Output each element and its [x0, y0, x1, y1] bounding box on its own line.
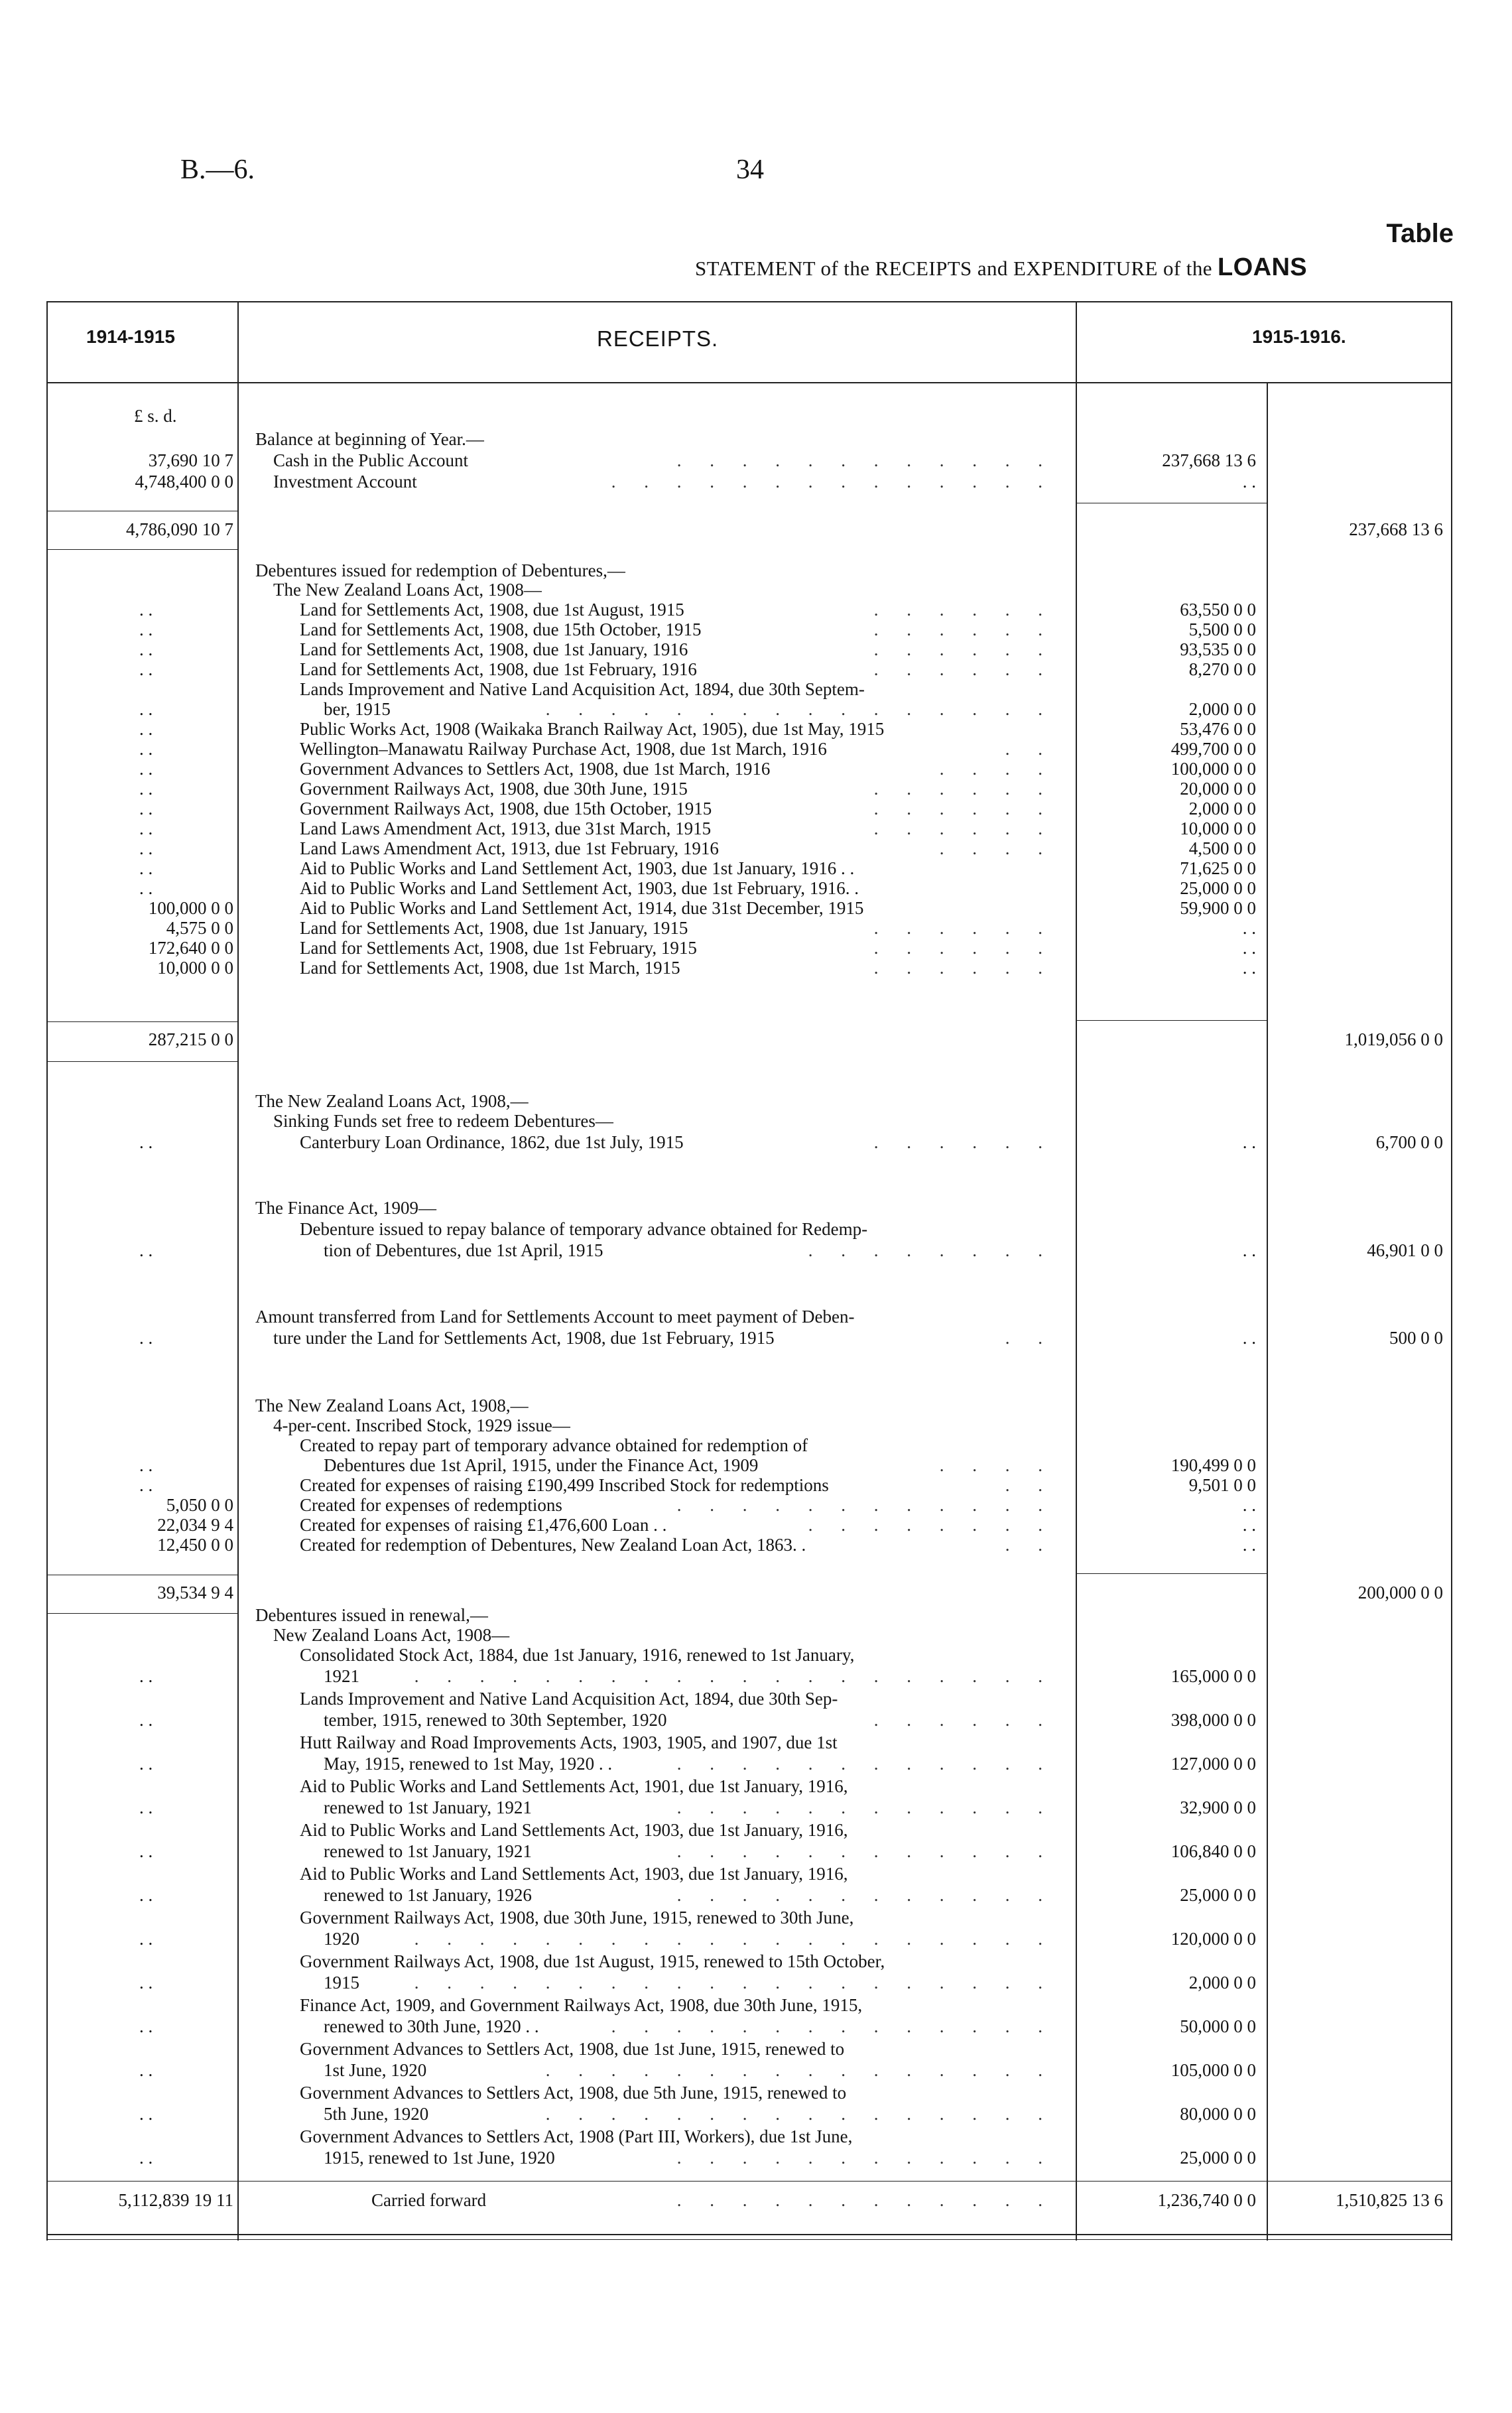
- table-row: [0, 1495, 1512, 1515]
- table-row: [0, 1240, 1512, 1260]
- table-row: [0, 2190, 1512, 2210]
- receipt-description: Created for redemption of Debentures, New Zealand Loan Act, 1863. .: [300, 1535, 806, 1555]
- receipt-description: Finance Act, 1909, and Government Railways Act, 1908, due 30th June, 1915,: [300, 1995, 863, 2015]
- dot-leader: . . . . . . . . . . . . . . . . . . . .: [414, 1929, 1054, 1949]
- receipt-description: Created for expenses of redemptions: [300, 1495, 562, 1515]
- receipt-description: Land for Settlements Act, 1908, due 15th October, 1915: [300, 620, 702, 639]
- table-row: [0, 1689, 1512, 1709]
- table-row: [0, 958, 1512, 978]
- current-year-amount: 127,000 0 0: [1170, 1754, 1256, 1774]
- current-year-amount: 20,000 0 0: [1180, 779, 1256, 799]
- current-year-amount: . .: [1242, 1328, 1256, 1348]
- receipt-description: The Finance Act, 1909—: [255, 1198, 436, 1218]
- receipt-description: Government Advances to Settlers Act, 1908, due 1st March, 1916: [300, 759, 771, 779]
- dot-leader: . . . . . . . .: [808, 1240, 1054, 1260]
- prior-year-amount: . .: [139, 1797, 153, 1817]
- col-prior-year: 1914-1915: [86, 326, 175, 347]
- prior-year-amount: . .: [139, 1328, 153, 1348]
- prior-year-amount: . .: [139, 1666, 153, 1686]
- receipt-description: Created to repay part of temporary advance obtained for redemption of: [300, 1435, 808, 1455]
- prior-year-amount: 37,690 10 7: [148, 450, 233, 470]
- table-row: [0, 1535, 1512, 1555]
- dot-leader: . . . . . .: [873, 779, 1054, 799]
- dot-leader: . . . . . . . . . . . . . .: [611, 2016, 1054, 2036]
- dot-leader: . . . . . .: [873, 659, 1054, 679]
- current-year-amount: 1,236,740 0 0: [1157, 2190, 1256, 2210]
- current-year-amount: . .: [1242, 1515, 1256, 1535]
- prior-year-amount: 22,034 9 4: [157, 1515, 233, 1535]
- prior-year-amount: . .: [139, 1973, 153, 1992]
- receipt-description: Aid to Public Works and Land Settlements Act, 1903, due 1st January, 1916,: [300, 1864, 848, 1884]
- receipt-description: Land for Settlements Act, 1908, due 1st August, 1915: [300, 600, 684, 620]
- table-row: [0, 1732, 1512, 1752]
- receipt-description: ture under the Land for Settlements Act, 1908, due 1st February, 1915: [273, 1328, 775, 1348]
- receipt-description: ber, 1915: [324, 699, 391, 719]
- rule-mid-2: [1077, 1020, 1267, 1021]
- current-year-amount: 165,000 0 0: [1170, 1666, 1256, 1686]
- receipt-description: renewed to 1st January, 1921: [324, 1797, 532, 1817]
- table-row: [0, 1710, 1512, 1730]
- table-row: [0, 898, 1512, 918]
- dot-leader: . . . . . . . .: [808, 1515, 1054, 1535]
- prior-year-amount: . .: [139, 739, 153, 759]
- current-year-total: 6,700 0 0: [1375, 1132, 1443, 1152]
- receipt-description: Canterbury Loan Ordinance, 1862, due 1st July, 1915: [300, 1132, 684, 1152]
- table-row: [0, 620, 1512, 639]
- receipt-description: Land for Settlements Act, 1908, due 1st January, 1915: [300, 918, 688, 938]
- statement-title: [695, 253, 1307, 282]
- table-row: [0, 1435, 1512, 1455]
- table-row: [0, 2083, 1512, 2103]
- current-year-total: 46,901 0 0: [1367, 1240, 1443, 1260]
- table-row: [0, 2148, 1512, 2168]
- table-row: [0, 1864, 1512, 1884]
- table-row: [0, 1820, 1512, 1840]
- current-year-amount: 9,501 0 0: [1188, 1475, 1256, 1495]
- receipt-description: Land for Settlements Act, 1908, due 1st February, 1915: [300, 938, 697, 958]
- table-row: [0, 1797, 1512, 1817]
- table-row: [0, 1908, 1512, 1927]
- prior-year-amount: . .: [139, 2016, 153, 2036]
- table-row: [0, 1929, 1512, 1949]
- dot-leader: . . . . . .: [873, 799, 1054, 818]
- current-year-amount: . .: [1242, 918, 1256, 938]
- receipt-description: Aid to Public Works and Land Settlement Act, 1903, due 1st February, 1916. .: [300, 878, 859, 898]
- receipt-description: 1921: [324, 1666, 359, 1686]
- table-row: [0, 1455, 1512, 1475]
- current-year-amount: 190,499 0 0: [1170, 1455, 1256, 1475]
- table-row: [0, 1198, 1512, 1218]
- prior-year-amount: . .: [139, 1475, 153, 1495]
- current-year-amount: 398,000 0 0: [1170, 1710, 1256, 1730]
- table-row: [0, 1666, 1512, 1686]
- table-row: [0, 1396, 1512, 1415]
- prior-year-amount: . .: [139, 858, 153, 878]
- receipt-description: 1920: [324, 1929, 359, 1949]
- table-row: [0, 799, 1512, 818]
- dot-leader: . . . . . . . . . . . .: [676, 1797, 1054, 1817]
- current-year-amount: 25,000 0 0: [1180, 1885, 1256, 1905]
- current-year-amount: 105,000 0 0: [1170, 2060, 1256, 2080]
- receipt-description: 1st June, 1920: [324, 2060, 427, 2080]
- current-year-amount: 50,000 0 0: [1180, 2016, 1256, 2036]
- table-row: [0, 580, 1512, 600]
- current-year-amount: . .: [1242, 1240, 1256, 1260]
- dot-leader: . . . . . . . . . . . . . . . . . . . .: [414, 1666, 1054, 1686]
- dot-leader: . . . . . .: [873, 620, 1054, 639]
- receipt-description: The New Zealand Loans Act, 1908,—: [255, 1091, 529, 1111]
- receipt-description: Debentures issued for redemption of Debentures,—: [255, 560, 625, 580]
- table-row: [0, 838, 1512, 858]
- rule-bottom: [46, 2234, 1452, 2235]
- receipt-description: Investment Account: [273, 472, 417, 491]
- receipt-description: Government Railways Act, 1908, due 30th June, 1915: [300, 779, 688, 799]
- current-year-amount: . .: [1242, 958, 1256, 978]
- receipt-description: Carried forward: [371, 2190, 487, 2210]
- prior-year-amount: 39,534 9 4: [157, 1583, 233, 1602]
- receipt-description: The New Zealand Loans Act, 1908,—: [255, 1396, 529, 1415]
- prior-year-amount: . .: [139, 1841, 153, 1861]
- dot-leader: . . . . . .: [873, 1132, 1054, 1152]
- dot-leader: . . . . . . . . . . . .: [676, 450, 1054, 470]
- table-row: [0, 519, 1512, 539]
- rule-top: [46, 301, 1452, 302]
- receipt-description: 5th June, 1920: [324, 2104, 429, 2124]
- table-row: [0, 2126, 1512, 2146]
- rule-sub-1b: [48, 549, 237, 550]
- receipt-description: 4-per-cent. Inscribed Stock, 1929 issue—: [273, 1415, 570, 1435]
- receipt-description: renewed to 1st January, 1926: [324, 1885, 532, 1905]
- prior-year-amount: 5,112,839 19 11: [118, 2190, 233, 2210]
- table-row: [0, 2016, 1512, 2036]
- dot-leader: . . . .: [939, 838, 1054, 858]
- page-number: 34: [736, 155, 764, 185]
- dot-leader: . .: [1005, 1475, 1054, 1495]
- prior-year-amount: . .: [139, 659, 153, 679]
- prior-year-amount: . .: [139, 838, 153, 858]
- prior-year-amount: 10,000 0 0: [157, 958, 233, 978]
- prior-year-amount: . .: [139, 779, 153, 799]
- receipt-description: New Zealand Loans Act, 1908—: [273, 1625, 510, 1645]
- table-row: [0, 450, 1512, 470]
- current-year-amount: 59,900 0 0: [1180, 898, 1256, 918]
- receipt-description: 1915: [324, 1973, 359, 1992]
- table-row: [0, 1475, 1512, 1495]
- table-row: [0, 406, 1512, 426]
- prior-year-amount: . .: [139, 799, 153, 818]
- table-row: [0, 1841, 1512, 1861]
- receipt-description: renewed to 30th June, 1920 . .: [324, 2016, 539, 2036]
- current-year-total: 200,000 0 0: [1357, 1583, 1443, 1602]
- table-row: [0, 1754, 1512, 1774]
- receipt-description: Aid to Public Works and Land Settlement Act, 1903, due 1st January, 1916 . .: [300, 858, 855, 878]
- prior-year-amount: . .: [139, 620, 153, 639]
- prior-year-amount: . .: [139, 699, 153, 719]
- current-year-amount: 2,000 0 0: [1188, 799, 1256, 818]
- receipt-description: Government Advances to Settlers Act, 1908, due 5th June, 1915, renewed to: [300, 2083, 847, 2103]
- receipt-description: Government Railways Act, 1908, due 1st August, 1915, renewed to 15th October,: [300, 1951, 885, 1971]
- current-year-total: 1,510,825 13 6: [1336, 2190, 1443, 2210]
- table-row: [0, 1885, 1512, 1905]
- current-year-amount: 25,000 0 0: [1180, 878, 1256, 898]
- table-row: [0, 1583, 1512, 1602]
- table-row: [0, 1307, 1512, 1327]
- rule-sub-2: [48, 1021, 237, 1022]
- dot-leader: . . . . . .: [873, 918, 1054, 938]
- receipt-description: Debenture issued to repay balance of temporary advance obtained for Redemp-: [300, 1219, 868, 1239]
- receipt-description: Aid to Public Works and Land Settlements Act, 1903, due 1st January, 1916,: [300, 1820, 848, 1840]
- prior-year-amount: . .: [139, 719, 153, 739]
- table-row: [0, 1995, 1512, 2015]
- receipt-description: Lands Improvement and Native Land Acquisition Act, 1894, due 30th Sep-: [300, 1689, 838, 1709]
- current-year-amount: . .: [1242, 938, 1256, 958]
- table-label: Table: [1386, 219, 1454, 248]
- table-row: [0, 1132, 1512, 1152]
- rule-carry: [48, 2181, 1451, 2182]
- current-year-amount: 4,500 0 0: [1188, 838, 1256, 858]
- prior-year-amount: . .: [139, 1240, 153, 1260]
- dot-leader: . . . . . . . . . . . .: [676, 1495, 1054, 1515]
- receipt-description: Land for Settlements Act, 1908, due 1st February, 1916: [300, 659, 697, 679]
- col-receipts: RECEIPTS.: [597, 326, 719, 351]
- receipt-description: tember, 1915, renewed to 30th September, 1920: [324, 1710, 667, 1730]
- receipt-description: Amount transferred from Land for Settlements Account to meet payment of Deben-: [255, 1307, 855, 1327]
- receipt-description: Wellington–Manawatu Railway Purchase Act, 1908, due 1st March, 1916: [300, 739, 827, 759]
- rule-head: [46, 382, 1452, 383]
- current-year-amount: . .: [1242, 1132, 1256, 1152]
- receipt-description: Sinking Funds set free to redeem Debentures—: [273, 1111, 613, 1131]
- receipt-description: Land Laws Amendment Act, 1913, due 31st March, 1915: [300, 818, 712, 838]
- rule-sub-2b: [48, 1061, 237, 1062]
- table-row: [0, 779, 1512, 799]
- dot-leader: . . . .: [939, 759, 1054, 779]
- table-row: [0, 739, 1512, 759]
- prior-year-amount: 12,450 0 0: [157, 1535, 233, 1555]
- prior-year-amount: . .: [139, 1754, 153, 1774]
- prior-year-amount: 5,050 0 0: [166, 1495, 233, 1515]
- prior-year-amount: . .: [139, 1710, 153, 1730]
- table-row: [0, 818, 1512, 838]
- current-year-amount: 63,550 0 0: [1180, 600, 1256, 620]
- current-year-amount: . .: [1242, 1495, 1256, 1515]
- table-row: [0, 1415, 1512, 1435]
- table-row: [0, 2104, 1512, 2124]
- current-year-amount: 106,840 0 0: [1170, 1841, 1256, 1861]
- table-row: [0, 1951, 1512, 1971]
- current-year-total: 500 0 0: [1389, 1328, 1443, 1348]
- current-year-amount: 80,000 0 0: [1180, 2104, 1256, 2124]
- dot-leader: . . . . . . . . . . . . . .: [611, 472, 1054, 491]
- receipt-description: Land for Settlements Act, 1908, due 1st January, 1916: [300, 639, 688, 659]
- dot-leader: . . . . . . . . . . . .: [676, 2190, 1054, 2210]
- table-row: [0, 938, 1512, 958]
- table-row: [0, 472, 1512, 491]
- prior-year-amount: 4,748,400 0 0: [135, 472, 233, 491]
- receipt-description: Government Railways Act, 1908, due 15th October, 1915: [300, 799, 712, 818]
- prior-year-amount: . .: [139, 1455, 153, 1475]
- current-year-amount: 2,000 0 0: [1188, 699, 1256, 719]
- table-row: [0, 759, 1512, 779]
- dot-leader: . . . . . . . . . . . .: [676, 2148, 1054, 2168]
- receipt-description: Public Works Act, 1908 (Waikaka Branch Railway Act, 1905), due 1st May, 1915: [300, 719, 885, 739]
- dot-leader: . . . . . .: [873, 1710, 1054, 1730]
- prior-year-amount: . .: [139, 2060, 153, 2080]
- table-row: [0, 1219, 1512, 1239]
- rule-mid-3: [1077, 1573, 1267, 1574]
- prior-year-amount: . .: [139, 1132, 153, 1152]
- receipt-description: Land for Settlements Act, 1908, due 1st March, 1915: [300, 958, 680, 978]
- table-row: [0, 918, 1512, 938]
- statement-title-bold: LOANS: [1218, 253, 1308, 281]
- receipt-description: Balance at beginning of Year.—: [255, 429, 484, 449]
- table-row: [0, 878, 1512, 898]
- current-year-amount: 53,476 0 0: [1180, 719, 1256, 739]
- dot-leader: . . . . . . . . . . . .: [676, 1841, 1054, 1861]
- document-code: B.—6.: [180, 155, 255, 185]
- table-row: [0, 1111, 1512, 1131]
- receipt-description: Government Advances to Settlers Act, 1908 (Part III, Workers), due 1st June,: [300, 2126, 853, 2146]
- prior-year-amount: . .: [139, 639, 153, 659]
- current-year-amount: . .: [1242, 472, 1256, 491]
- dot-leader: . . . . . . . . . . . .: [676, 1754, 1054, 1774]
- current-year-total: 1,019,056 0 0: [1344, 1029, 1443, 1049]
- table-row: [0, 719, 1512, 739]
- current-year-amount: 237,668 13 6: [1162, 450, 1256, 470]
- table-row: [0, 679, 1512, 699]
- current-year-amount: 100,000 0 0: [1170, 759, 1256, 779]
- current-year-amount: 499,700 0 0: [1170, 739, 1256, 759]
- dot-leader: . .: [1005, 739, 1054, 759]
- table-row: [0, 560, 1512, 580]
- receipt-description: tion of Debentures, due 1st April, 1915: [324, 1240, 603, 1260]
- current-year-amount: 25,000 0 0: [1180, 2148, 1256, 2168]
- dot-leader: . . . . . . . . . . . . . . . .: [545, 2104, 1054, 2124]
- table-row: [0, 1645, 1512, 1665]
- table-row: [0, 858, 1512, 878]
- prior-year-amount: 4,575 0 0: [166, 918, 233, 938]
- table-row: [0, 659, 1512, 679]
- prior-year-amount: . .: [139, 600, 153, 620]
- dot-leader: . . . . . . . . . . . . . . . .: [545, 2060, 1054, 2080]
- current-year-amount: . .: [1242, 1535, 1256, 1555]
- dot-leader: . . . . . . . . . . . . . . . . . . . .: [414, 1973, 1054, 1992]
- table-row: [0, 1515, 1512, 1535]
- currency-head: £ s. d.: [134, 406, 177, 426]
- prior-year-amount: . .: [139, 759, 153, 779]
- receipt-description: Aid to Public Works and Land Settlements Act, 1901, due 1st January, 1916,: [300, 1776, 848, 1796]
- receipt-description: Cash in the Public Account: [273, 450, 468, 470]
- receipt-description: Aid to Public Works and Land Settlement Act, 1914, due 31st December, 1915: [300, 898, 864, 918]
- dot-leader: . .: [1005, 1535, 1054, 1555]
- current-year-amount: 5,500 0 0: [1188, 620, 1256, 639]
- prior-year-amount: 172,640 0 0: [148, 938, 233, 958]
- prior-year-amount: . .: [139, 1885, 153, 1905]
- table-row: [0, 1973, 1512, 1992]
- receipt-description: Created for expenses of raising £190,499 Inscribed Stock for redemptions: [300, 1475, 829, 1495]
- table-row: [0, 639, 1512, 659]
- prior-year-amount: . .: [139, 2148, 153, 2168]
- current-year-amount: 8,270 0 0: [1188, 659, 1256, 679]
- dot-leader: . . . . . . . . . . . .: [676, 1885, 1054, 1905]
- prior-year-amount: 4,786,090 10 7: [126, 519, 233, 539]
- prior-year-amount: 100,000 0 0: [148, 898, 233, 918]
- receipt-description: Debentures due 1st April, 1915, under the Finance Act, 1909: [324, 1455, 759, 1475]
- table-row: [0, 1605, 1512, 1625]
- statement-title-text: STATEMENT of the RECEIPTS and EXPENDITURE of the: [695, 257, 1212, 280]
- receipt-description: Land Laws Amendment Act, 1913, due 1st February, 1916: [300, 838, 719, 858]
- prior-year-amount: 287,215 0 0: [148, 1029, 233, 1049]
- table-row: [0, 429, 1512, 449]
- table-row: [0, 1091, 1512, 1111]
- rule-bottom-2: [46, 2239, 1452, 2240]
- current-year-total: 237,668 13 6: [1349, 519, 1443, 539]
- dot-leader: . . . . . .: [873, 600, 1054, 620]
- receipt-description: Consolidated Stock Act, 1884, due 1st January, 1916, renewed to 1st January,: [300, 1645, 855, 1665]
- dot-leader: . .: [1005, 1328, 1054, 1348]
- table-row: [0, 699, 1512, 719]
- receipt-description: renewed to 1st January, 1921: [324, 1841, 532, 1861]
- prior-year-amount: . .: [139, 818, 153, 838]
- receipt-description: 1915, renewed to 1st June, 1920: [324, 2148, 555, 2168]
- table-row: [0, 2039, 1512, 2059]
- receipt-description: Hutt Railway and Road Improvements Acts, 1903, 1905, and 1907, due 1st: [300, 1732, 838, 1752]
- current-year-amount: 32,900 0 0: [1180, 1797, 1256, 1817]
- receipt-description: Government Advances to Settlers Act, 1908, due 1st June, 1915, renewed to: [300, 2039, 845, 2059]
- receipt-description: Created for expenses of raising £1,476,600 Loan . .: [300, 1515, 667, 1535]
- table-row: [0, 1625, 1512, 1645]
- table-row: [0, 1029, 1512, 1049]
- col-current-year: 1915-1916.: [1252, 326, 1346, 347]
- table-row: [0, 1328, 1512, 1348]
- table-row: [0, 1776, 1512, 1796]
- prior-year-amount: . .: [139, 2104, 153, 2124]
- current-year-amount: 2,000 0 0: [1188, 1973, 1256, 1992]
- receipt-description: Lands Improvement and Native Land Acquisition Act, 1894, due 30th Septem-: [300, 679, 865, 699]
- prior-year-amount: . .: [139, 878, 153, 898]
- receipt-description: The New Zealand Loans Act, 1908—: [273, 580, 542, 600]
- receipt-description: Government Railways Act, 1908, due 30th June, 1915, renewed to 30th June,: [300, 1908, 854, 1927]
- current-year-amount: 120,000 0 0: [1170, 1929, 1256, 1949]
- dot-leader: . . . . . .: [873, 818, 1054, 838]
- dot-leader: . . . . . . . . . . . . . . . .: [545, 699, 1054, 719]
- dot-leader: . . . . . .: [873, 938, 1054, 958]
- current-year-amount: 10,000 0 0: [1180, 818, 1256, 838]
- current-year-amount: 71,625 0 0: [1180, 858, 1256, 878]
- table-row: [0, 2060, 1512, 2080]
- receipt-description: Debentures issued in renewal,—: [255, 1605, 488, 1625]
- table-row: [0, 600, 1512, 620]
- current-year-amount: 93,535 0 0: [1180, 639, 1256, 659]
- receipt-description: May, 1915, renewed to 1st May, 1920 . .: [324, 1754, 613, 1774]
- dot-leader: . . . . . .: [873, 639, 1054, 659]
- prior-year-amount: . .: [139, 1929, 153, 1949]
- dot-leader: . . . .: [939, 1455, 1054, 1475]
- dot-leader: . . . . . .: [873, 958, 1054, 978]
